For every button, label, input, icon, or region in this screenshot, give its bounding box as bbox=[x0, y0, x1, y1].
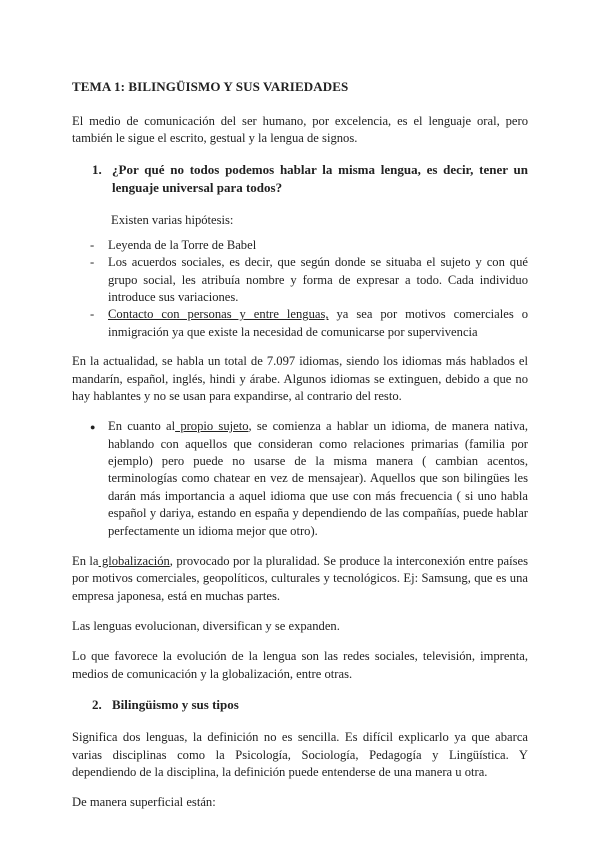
list-item-text: ya sea por motivos comerciales o inmigración ya que existe la necesidad de comunicarse por supervivencia bbox=[108, 307, 528, 339]
underlined-phrase: globalización bbox=[98, 553, 170, 568]
list-item bbox=[90, 306, 528, 341]
list-item-body bbox=[108, 306, 528, 341]
hypotheses-list bbox=[72, 237, 528, 341]
list-item-text: Leyenda de la Torre de Babel bbox=[108, 237, 257, 252]
bullet-text bbox=[108, 418, 528, 540]
underlined-phrase: Contacto con personas y entre lenguas, bbox=[108, 307, 329, 322]
globalizacion-paragraph bbox=[72, 553, 528, 605]
underlined-phrase: propio sujeto bbox=[175, 419, 249, 434]
question-2-heading bbox=[92, 696, 528, 714]
dash-marker: - bbox=[90, 237, 95, 252]
question-1-text: ¿Por qué no todos podemos hablar la misma lengua, es decir, tener un lenguaje universal para todos? bbox=[112, 161, 528, 195]
question-2-text: Bilingüismo y sus tipos bbox=[112, 697, 239, 713]
page-title: TEMA 1: BILINGÜISMO Y SUS VARIEDADES bbox=[72, 79, 349, 94]
evolucionan-paragraph: Las lenguas evolucionan, diversifican y se expanden. bbox=[72, 619, 340, 634]
favorece-paragraph: Lo que favorece la evolución de la lengua son las redes sociales, televisión, imprenta, medios de comunicación y la globalización, entre otras. bbox=[72, 649, 528, 681]
hypotheses-intro: Existen varias hipótesis: bbox=[111, 212, 234, 227]
dash-marker: - bbox=[90, 307, 95, 322]
globalizacion-after: , provocado por la pluralidad. Se produce la interconexión entre países por motivos comerciales, geopolíticos, culturales y tecnológicos. Ej: Samsung, que es una empresa japonesa, está en muchas partes. bbox=[72, 553, 528, 603]
superficial-paragraph: De manera superficial están: bbox=[72, 795, 216, 810]
significa-paragraph: Significa dos lenguas, la definición no es sencilla. Es difícil explicarlo ya que abarca varias disciplinas como la Psicología, Sociología, Pedagogía y Lingüística. Y dependiendo de la disciplina, la definición puede entenderse de una manera u otra. bbox=[72, 730, 528, 779]
intro-paragraph: El medio de comunicación del ser humano, por excelencia, es el lenguaje oral, pero también le sigue el escrito, gestual y la lengua de signos. bbox=[72, 113, 528, 146]
globalizacion-before: En la bbox=[72, 553, 99, 568]
list-item bbox=[90, 237, 528, 254]
bullet-marker: ● bbox=[90, 422, 96, 433]
question-2-number: 2. bbox=[92, 697, 102, 713]
actualidad-paragraph: En la actualidad, se habla un total de 7.097 idiomas, siendo los idiomas más hablados el mandarín, español, inglés, hindi y árabe. Algunos idiomas se extinguen, debido a que no hay hablantes y no se usan para expandirse, al contrario del resto. bbox=[72, 354, 528, 403]
dash-marker: - bbox=[90, 255, 95, 270]
bullet-item bbox=[90, 418, 528, 540]
list-item bbox=[90, 254, 528, 306]
bullet-text-after: , se comienza a hablar un idioma, de manera nativa, hablando con aquellos que consideran como relaciones primarias (familia por ejemplo) pero puede no usarse de la misma manera ( cambian acentos, terminologías como chatear en vez de mensajear). Aquellos que son bilingües les darán más importancia a aquel idioma que use con más frecuencia ( si uno habla español y dariya, estando en españa y dependiendo de las compañías, puede hablar perfectamente un idioma mejor que otro). bbox=[108, 419, 528, 538]
question-1-heading bbox=[92, 161, 528, 197]
question-1-number: 1. bbox=[92, 161, 102, 177]
list-item-text: Los acuerdos sociales, es decir, que según donde se situaba el sujeto y con qué grupo social, les atribuía nombre y forma de expresar a todo. Cada individuo introduce sus variaciones. bbox=[108, 255, 528, 305]
bullet-text-before: En cuanto al bbox=[108, 419, 176, 434]
